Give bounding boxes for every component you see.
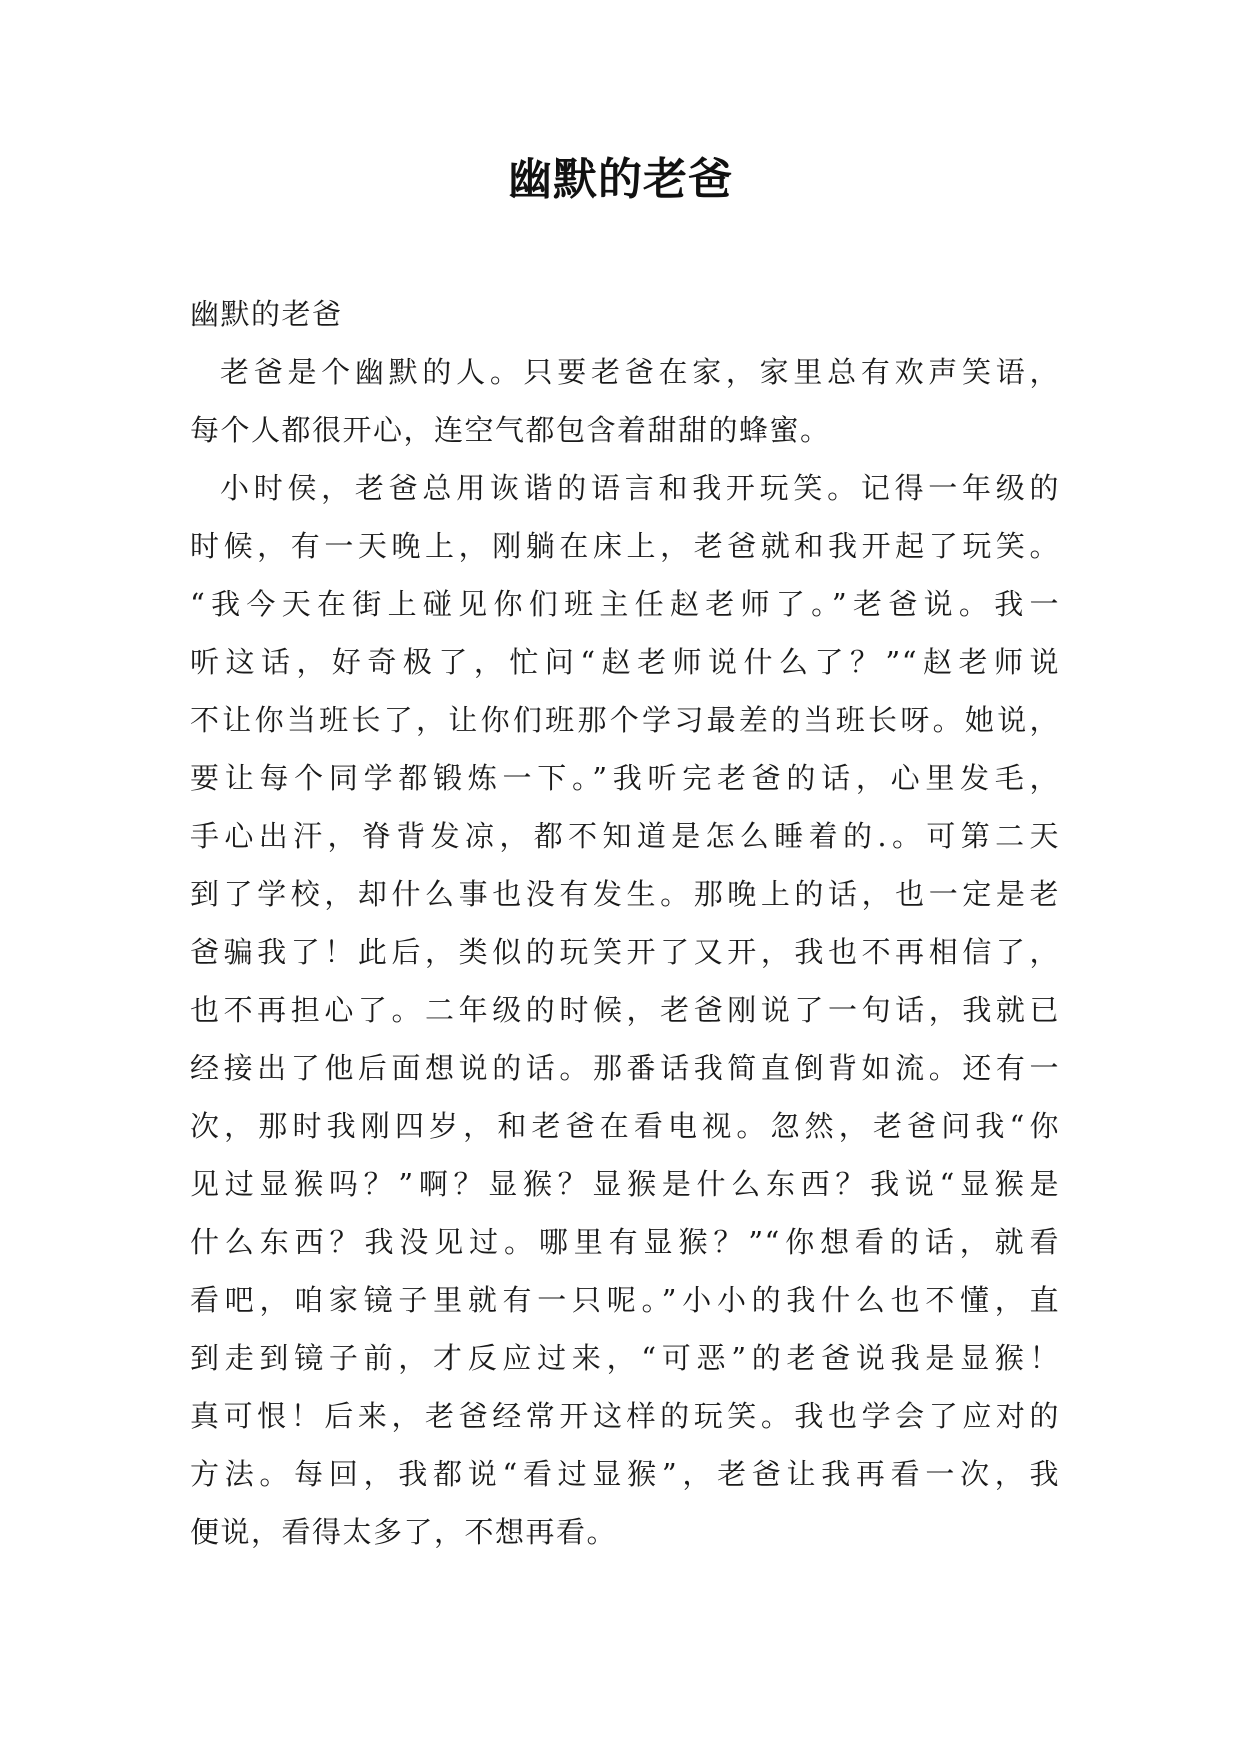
body-line: 到走到镜子前，才反应过来，“可恶”的老爸说我是显猴！ [190,1341,1060,1375]
body-line: 真可恨！后来，老爸经常开这样的玩笑。我也学会了应对的 [190,1399,1060,1433]
document-body [190,285,1060,1561]
body-line: 手心出汗，脊背发凉，都不知道是怎么睡着的.。可第二天 [190,819,1060,853]
body-line: 听这话，好奇极了，忙问“赵老师说什么了？”“赵老师说 [190,645,1060,679]
document-title: 幽默的老爸 [508,154,733,205]
body-line: 什么东西？我没见过。哪里有显猴？”“你想看的话，就看 [190,1225,1060,1259]
body-line: 幽默的老爸 [190,297,343,331]
body-line: 方法。每回，我都说“看过显猴”，老爸让我再看一次，我 [190,1457,1060,1491]
body-line: 次，那时我刚四岁，和老爸在看电视。忽然，老爸问我“你 [190,1109,1060,1143]
body-line: 也不再担心了。二年级的时候，老爸刚说了一句话，我就已 [190,993,1060,1027]
body-line: 经接出了他后面想说的话。那番话我简直倒背如流。还有一 [190,1051,1060,1085]
body-line: “我今天在街上碰见你们班主任赵老师了。”老爸说。我一 [190,587,1060,621]
body-line: 时候，有一天晚上，刚躺在床上，老爸就和我开起了玩笑。 [190,529,1060,563]
body-line: 老爸是个幽默的人。只要老爸在家，家里总有欢声笑语， [220,355,1060,389]
body-line: 小时侯，老爸总用诙谐的语言和我开玩笑。记得一年级的 [220,471,1060,505]
body-line: 不让你当班长了，让你们班那个学习最差的当班长呀。她说， [190,703,1060,737]
body-line: 到了学校，却什么事也没有发生。那晚上的话，也一定是老 [190,877,1060,911]
body-line: 见过显猴吗？”啊？显猴？显猴是什么东西？我说“显猴是 [190,1167,1060,1201]
body-line: 看吧，咱家镜子里就有一只呢。”小小的我什么也不懂，直 [190,1283,1060,1317]
body-line: 每个人都很开心，连空气都包含着甜甜的蜂蜜。 [190,413,831,447]
body-line: 要让每个同学都锻炼一下。”我听完老爸的话，心里发毛， [190,761,1060,795]
body-line: 爸骗我了！此后，类似的玩笑开了又开，我也不再相信了， [190,935,1060,969]
body-line: 便说，看得太多了，不想再看。 [190,1515,618,1549]
